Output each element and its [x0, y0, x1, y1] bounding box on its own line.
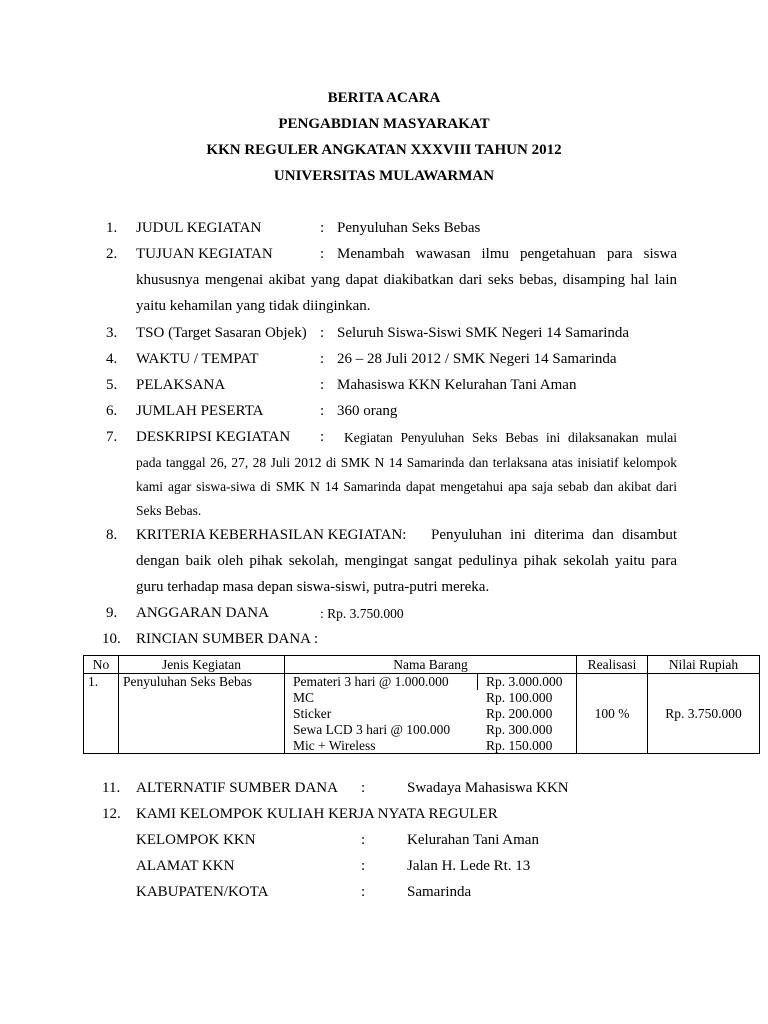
- item-value-judul: Penyuluhan Seks Bebas: [337, 220, 481, 236]
- item-number: 10.: [102, 631, 121, 647]
- item-separator: :: [320, 351, 325, 367]
- item-separator: :: [320, 325, 325, 341]
- harga-list: [478, 674, 576, 753]
- barang-item: Pemateri 3 hari @ 1.000.000: [293, 674, 449, 689]
- header-nama: Nama Barang: [285, 656, 577, 674]
- barang-list: [285, 674, 478, 753]
- item-kriteria-cont-1: dengan baik oleh pihak sekolah, mengingat sangat pedulinya pihak sekolah yaitu para: [136, 553, 677, 569]
- item-separator: :: [320, 403, 325, 419]
- item-number: 6.: [106, 403, 118, 419]
- rincian-table: [83, 655, 760, 754]
- item-label-judul: JUDUL KEGIATAN: [136, 220, 262, 236]
- item-separator: :: [320, 246, 325, 262]
- kelompok-label: KELOMPOK KKN: [136, 832, 256, 848]
- item-deskripsi-cont-3: Seks Bebas.: [136, 503, 202, 518]
- item-separator: :: [361, 780, 366, 796]
- item-label-deskripsi: DESKRIPSI KEGIATAN: [136, 429, 291, 445]
- item-tujuan-cont-2: yaitu kehamilan yang tidak diinginkan.: [136, 298, 371, 314]
- item-number: 5.: [106, 377, 118, 393]
- item-number: 3.: [106, 325, 118, 341]
- doc-subtitle-1: PENGABDIAN MASYARAKAT: [278, 116, 490, 132]
- barang-item: MC: [293, 690, 315, 705]
- cell-nilai: Rp. 3.750.000: [648, 674, 760, 754]
- cell-no: 1.: [84, 674, 119, 754]
- item-value-alternatif: Swadaya Mahasiswa KKN: [407, 780, 569, 796]
- item-separator: :: [361, 858, 366, 874]
- cell-jenis: Penyuluhan Seks Bebas: [119, 674, 285, 754]
- item-value-waktu: 26 – 28 Juli 2012 / SMK Negeri 14 Samarinda: [337, 351, 617, 367]
- item-value-kriteria: Penyuluhan ini diterima dan disambut: [431, 527, 677, 543]
- item-label-kriteria: KRITERIA KEBERHASILAN KEGIATAN:: [136, 527, 407, 543]
- item-separator: :: [320, 377, 325, 393]
- item-number: 2.: [106, 246, 118, 262]
- alamat-value: Jalan H. Lede Rt. 13: [407, 858, 531, 874]
- kabupaten-value: Samarinda: [407, 884, 472, 900]
- item-number: 9.: [106, 605, 118, 621]
- harga-item: Rp. 3.000.000: [486, 674, 563, 689]
- item-label-tujuan: TUJUAN KEGIATAN: [136, 246, 273, 262]
- item-kriteria-cont-2: guru terhadap masa depan siswa-siswi, putra-putri mereka.: [136, 579, 490, 595]
- harga-item: Rp. 300.000: [486, 722, 553, 737]
- item-label-waktu: WAKTU / TEMPAT: [136, 351, 259, 367]
- item-number: 12.: [102, 806, 121, 822]
- cell-nama-barang: [285, 674, 577, 754]
- item-number: 4.: [106, 351, 118, 367]
- item-label-anggaran: ANGGARAN DANA: [136, 605, 269, 621]
- doc-title: BERITA ACARA: [327, 90, 441, 106]
- item-number: 1.: [106, 220, 118, 236]
- kelompok-value: Kelurahan Tani Aman: [407, 832, 539, 848]
- harga-item: Rp. 150.000: [486, 738, 553, 753]
- item-value-tso: Seluruh Siswa-Siswi SMK Negeri 14 Samarinda: [337, 325, 630, 341]
- item-separator: :: [320, 220, 325, 236]
- table-row: [84, 674, 760, 754]
- alamat-label: ALAMAT KKN: [136, 858, 235, 874]
- item-separator: :: [320, 429, 325, 445]
- header-realisasi: Realisasi: [577, 656, 648, 674]
- item-separator: :: [361, 884, 366, 900]
- item-deskripsi-cont-2: kami agar siswa-siwa di SMK N 14 Samarinda dapat mengetahui apa saja sebab dan akibat dari: [136, 479, 677, 494]
- item-value-pelaksana: Mahasiswa KKN Kelurahan Tani Aman: [337, 377, 577, 393]
- item-label-kelompok: KAMI KELOMPOK KULIAH KERJA NYATA REGULER: [136, 806, 498, 822]
- item-value-deskripsi: Kegiatan Penyuluhan Seks Bebas ini dilaksanakan mulai: [344, 430, 677, 445]
- item-label-rincian: RINCIAN SUMBER DANA :: [136, 631, 319, 647]
- item-separator: :: [361, 832, 366, 848]
- kabupaten-label: KABUPATEN/KOTA: [136, 884, 269, 900]
- item-tujuan-cont-1: khususnya mengenai akibat yang dapat diakibatkan dari seks bebas, disamping hal lain: [136, 272, 677, 288]
- header-no: No: [84, 656, 119, 674]
- harga-item: Rp. 200.000: [486, 706, 553, 721]
- barang-item: Sticker: [293, 706, 332, 721]
- item-label-pelaksana: PELAKSANA: [136, 377, 226, 393]
- header-jenis: Jenis Kegiatan: [119, 656, 285, 674]
- harga-item: Rp. 100.000: [486, 690, 553, 705]
- item-deskripsi-cont-1: pada tanggal 26, 27, 28 Juli 2012 di SMK N 14 Samarinda dan terlaksana atas inisiatif kelompok: [136, 455, 677, 470]
- cell-realisasi: 100 %: [577, 674, 648, 754]
- barang-item: Mic + Wireless: [293, 738, 376, 753]
- item-label-tso: TSO (Target Sasaran Objek): [136, 325, 307, 341]
- item-label-alternatif: ALTERNATIF SUMBER DANA: [136, 780, 338, 796]
- table-header-row: [84, 656, 760, 674]
- item-value-jumlah: 360 orang: [337, 403, 398, 419]
- item-value-anggaran: : Rp. 3.750.000: [320, 606, 404, 621]
- item-label-jumlah: JUMLAH PESERTA: [136, 403, 264, 419]
- item-number: 11.: [102, 780, 121, 796]
- barang-item: Sewa LCD 3 hari @ 100.000: [293, 722, 451, 737]
- item-value-tujuan: Menambah wawasan ilmu pengetahuan para siswa: [337, 246, 677, 262]
- doc-subtitle-2: KKN REGULER ANGKATAN XXXVIII TAHUN 2012: [206, 142, 562, 158]
- header-nilai: Nilai Rupiah: [648, 656, 760, 674]
- item-number: 8.: [106, 527, 118, 543]
- doc-subtitle-3: UNIVERSITAS MULAWARMAN: [273, 168, 495, 184]
- item-number: 7.: [106, 429, 118, 445]
